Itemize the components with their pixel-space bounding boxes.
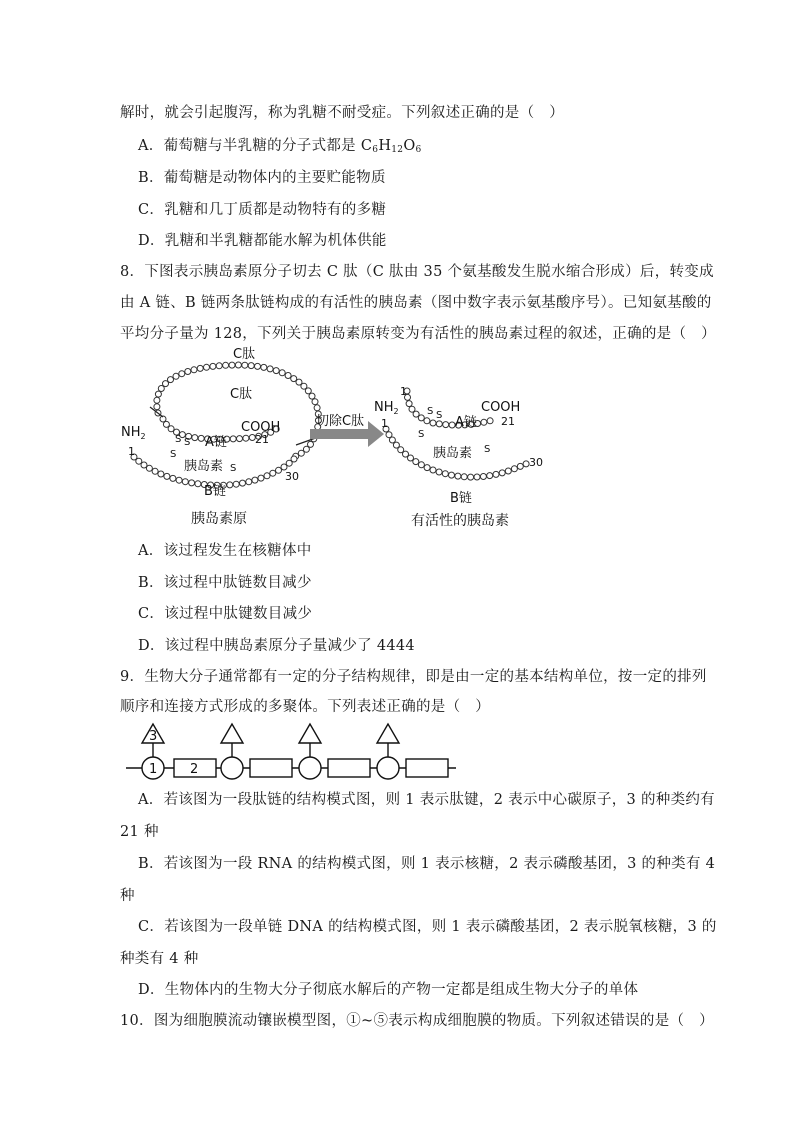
label-2: 2 <box>190 762 199 777</box>
b-chain-bead <box>270 470 276 476</box>
c-peptide-bead <box>197 365 203 371</box>
c-peptide-outer-label: C肽 <box>233 347 256 362</box>
b-chain-bead-right <box>474 474 480 480</box>
q9-option-c-line-2: 种类有 4 种 <box>120 951 199 967</box>
residue-30-label-right: 30 <box>529 456 543 469</box>
arrow-label: 切除C肽 <box>316 414 365 429</box>
circle-b <box>221 757 243 779</box>
a-chain-bead-right <box>481 419 487 425</box>
b-chain-bead-right <box>436 469 442 475</box>
q9-polymer-figure <box>126 722 458 784</box>
a-chain-bead <box>168 426 174 432</box>
b-chain-bead <box>264 473 270 479</box>
formula-sub-3: 6 <box>415 145 422 155</box>
q9-option-a-line-2: 21 种 <box>120 824 159 840</box>
b-chain-bead-right <box>487 473 493 479</box>
c-peptide-bead <box>191 367 197 373</box>
b-chain-bead-right <box>389 437 395 443</box>
b-chain-bead <box>170 475 176 481</box>
a-chain-bead-right <box>443 422 449 428</box>
formula-sub-1: 6 <box>372 145 379 155</box>
b-chain-label-left: B链 <box>204 484 226 499</box>
b-chain-bead <box>176 477 182 483</box>
q9-option-b-line-1[interactable]: B．若该图为一段 RNA 的结构模式图，则 1 表示核糖，2 表示磷酸基团，3 的种类有 4 <box>138 856 716 872</box>
cooh-label-right: COOH <box>481 400 521 415</box>
b-chain-bead-right <box>517 463 523 469</box>
b-chain-bead-right <box>499 470 505 476</box>
b-chain-bead-right <box>449 472 455 478</box>
c-peptide-bead <box>261 364 267 370</box>
disulfide-sb-left: S <box>230 463 237 474</box>
b-chain-bead <box>227 482 233 488</box>
a-chain-label-left: A链 <box>205 435 227 450</box>
disulfide-sb-right: S <box>484 444 491 455</box>
insulin-diagram <box>118 345 558 535</box>
c-peptide-bead <box>248 363 254 369</box>
c-peptide-bead <box>285 373 291 379</box>
c-peptide-bead <box>242 362 248 368</box>
q8-insulin-figure <box>118 345 558 535</box>
b-chain-bead <box>182 479 188 485</box>
disulfide-s2-right: S <box>436 410 443 421</box>
disulfide-s1-left: S <box>175 434 182 445</box>
q7-option-c[interactable]: C．乳糖和几丁质都是动物特有的多糖 <box>138 202 387 218</box>
b-chain-bead-right <box>468 474 474 480</box>
circle-c <box>299 757 321 779</box>
b-chain-bead <box>252 477 258 483</box>
label-3: 3 <box>149 729 158 744</box>
c-peptide-bead <box>267 366 273 372</box>
a-chain-bead-right <box>418 415 424 421</box>
q9-option-b-line-2: 种 <box>120 888 135 904</box>
q8-option-b[interactable]: B．该过程中肽链数目减少 <box>138 575 312 591</box>
c-peptide-bead <box>168 377 174 383</box>
residue-1-label-left: 1 <box>128 445 135 458</box>
b-chain-bead <box>195 481 201 487</box>
q8-stem-line-1: 8．下图表示胰岛素原分子切去 C 肽（C 肽由 35 个氨基酸发生脱水缩合形成）后，转变成 <box>120 264 714 280</box>
c-peptide-bead <box>229 362 235 368</box>
b-chain-bead <box>158 471 164 477</box>
b-chain-bead-right <box>455 473 461 479</box>
residue-21-label-right: 21 <box>501 415 515 428</box>
triangle-b <box>221 724 243 743</box>
insulin-label-left: 胰岛素 <box>184 459 224 474</box>
b-chain-bead-right <box>418 462 424 468</box>
a-chain-bead <box>237 436 243 442</box>
c-peptide-bead <box>155 391 161 397</box>
q8-option-c[interactable]: C．该过程中肽键数目减少 <box>138 606 313 622</box>
b-chain-bead <box>233 481 239 487</box>
b-chain-bead-right <box>413 459 419 465</box>
q7-option-a-prefix: A．葡萄糖与半乳糖的分子式都是 C <box>138 138 373 154</box>
c-peptide-bead <box>154 404 160 410</box>
c-peptide-inner-label: C肽 <box>230 387 253 402</box>
c-peptide-bead <box>179 371 185 377</box>
q9-option-d[interactable]: D．生物体内的生物大分子彻底水解后的产物一定都是组成生物大分子的单体 <box>138 982 639 998</box>
b-chain-bead-right <box>505 468 511 474</box>
q7-stem-tail: 解时，就会引起腹泻，称为乳糖不耐受症。下列叙述正确的是（ ） <box>120 105 564 121</box>
a-chain-bead-right <box>436 421 442 427</box>
rectangle-b <box>250 759 292 777</box>
disulfide-sa-right: S <box>418 429 425 440</box>
a-chain-bead <box>192 435 198 441</box>
active-insulin-caption: 有活性的胰岛素 <box>411 513 509 529</box>
a-chain-bead <box>230 436 236 442</box>
c-peptide-bead <box>185 369 191 375</box>
a-chain-bead-right <box>487 418 493 424</box>
residue-21-label-left: 21 <box>255 433 269 446</box>
c-peptide-bead <box>235 362 241 368</box>
label-1: 1 <box>149 762 158 777</box>
b-chain-bead <box>136 458 142 464</box>
b-chain-bead <box>164 473 170 479</box>
nh2-label-left: $NH_2$ <box>121 425 146 441</box>
b-chain-bead-right <box>511 466 517 472</box>
residue-30-label-left: 30 <box>285 470 299 483</box>
formula-h: H <box>378 138 392 154</box>
b-chain-bead <box>276 467 282 473</box>
a-chain-bead-right <box>406 401 412 407</box>
q8-option-a[interactable]: A．该过程发生在核糖体中 <box>138 543 312 559</box>
b-chain-bead <box>240 480 246 486</box>
cooh-label-left: COOH <box>241 420 281 435</box>
polymer-diagram <box>126 722 458 784</box>
triangle-d <box>377 724 399 743</box>
b-chain-bead <box>141 462 147 468</box>
c-peptide-bead <box>154 397 160 403</box>
rectangle-d <box>406 759 448 777</box>
b-chain-bead-right <box>442 471 448 477</box>
q7-option-b[interactable]: B．葡萄糖是动物体内的主要贮能物质 <box>138 170 386 186</box>
b-chain-bead-right <box>430 467 436 473</box>
c-peptide-bead <box>314 405 320 411</box>
q9-stem-line-2: 顺序和连接方式形成的多聚体。下列表述正确的是（ ） <box>120 699 490 715</box>
b-chain-bead <box>291 456 297 462</box>
c-peptide-bead <box>298 450 304 456</box>
insulin-label-right: 胰岛素 <box>433 446 473 461</box>
c-peptide-bead <box>216 363 222 369</box>
a-chain-bead-right <box>413 411 419 417</box>
b-chain-bead-right <box>480 474 486 480</box>
b-chain-bead-right <box>493 471 499 477</box>
c-peptide-bead <box>273 368 279 374</box>
q10-stem-line-1: 10．图为细胞膜流动镶嵌模型图，①~⑤表示构成细胞膜的物质。下列叙述错误的是（ ） <box>120 1013 714 1029</box>
q9-option-a-line-1[interactable]: A．若该图为一段肽链的结构模式图，则 1 表示肽键，2 表示中心碳原子，3 的种类约有 <box>138 792 715 808</box>
a-chain-label-right: A链 <box>455 415 477 430</box>
nh2-label-right: $NH_2$ <box>374 400 399 416</box>
disulfide-sa-left: S <box>170 449 177 460</box>
q8-stem-line-3: 平均分子量为 128，下列关于胰岛素原转变为有活性的胰岛素过程的叙述，正确的是（ ） <box>120 326 716 342</box>
c-peptide-bead <box>204 364 210 370</box>
b-chain-bead <box>258 475 264 481</box>
q8-option-d[interactable]: D．该过程中胰岛素原分子量减少了 4444 <box>138 638 415 654</box>
b-chain-label-right: B链 <box>450 491 472 506</box>
disulfide-s2-left: S <box>184 437 191 448</box>
residue-1-label-right-top: 1 <box>400 385 407 398</box>
rectangle-c <box>328 759 370 777</box>
triangle-c <box>299 724 321 743</box>
c-peptide-bead <box>223 362 229 368</box>
q7-option-a[interactable] <box>138 136 422 156</box>
c-peptide-bead <box>279 370 285 376</box>
b-chain-bead-right <box>408 455 414 461</box>
b-chain-bead <box>152 468 158 474</box>
c-peptide-bead <box>309 393 315 399</box>
proinsulin-caption: 胰岛素原 <box>191 511 247 527</box>
formula-sub-2: 12 <box>391 145 404 155</box>
residue-1-label-right: 1 <box>381 417 388 430</box>
q9-stem-line-1: 9．生物大分子通常都有一定的分子结构规律，即是由一定的基本结构单位，按一定的排列 <box>120 669 707 685</box>
disulfide-s1-right: S <box>427 406 434 417</box>
q8-stem-line-2: 由 A 链、B 链两条肽链构成的有活性的胰岛素（图中数字表示氨基酸序号）。已知氨基酸的 <box>120 295 712 311</box>
q7-option-d[interactable]: D．乳糖和半乳糖都能水解为机体供能 <box>138 233 387 249</box>
q9-option-c-line-1[interactable]: C．若该图为一段单链 DNA 的结构模式图，则 1 表示磷酸基团，2 表示脱氧核糖，3 的 <box>138 919 717 935</box>
b-chain-bead <box>246 479 252 485</box>
b-chain-bead <box>189 480 195 486</box>
b-chain-bead-right <box>461 474 467 480</box>
formula-o: O <box>403 138 416 154</box>
circle-d <box>377 757 399 779</box>
b-chain-bead-right <box>424 465 430 471</box>
a-chain-bead-right <box>424 418 430 424</box>
c-peptide-bead <box>255 363 261 369</box>
a-chain-bead <box>198 435 204 441</box>
c-peptide-bead <box>312 399 318 405</box>
c-peptide-bead <box>210 363 216 369</box>
b-chain-bead <box>146 465 152 471</box>
c-peptide-bead <box>173 373 179 379</box>
a-chain-bead <box>243 435 249 441</box>
